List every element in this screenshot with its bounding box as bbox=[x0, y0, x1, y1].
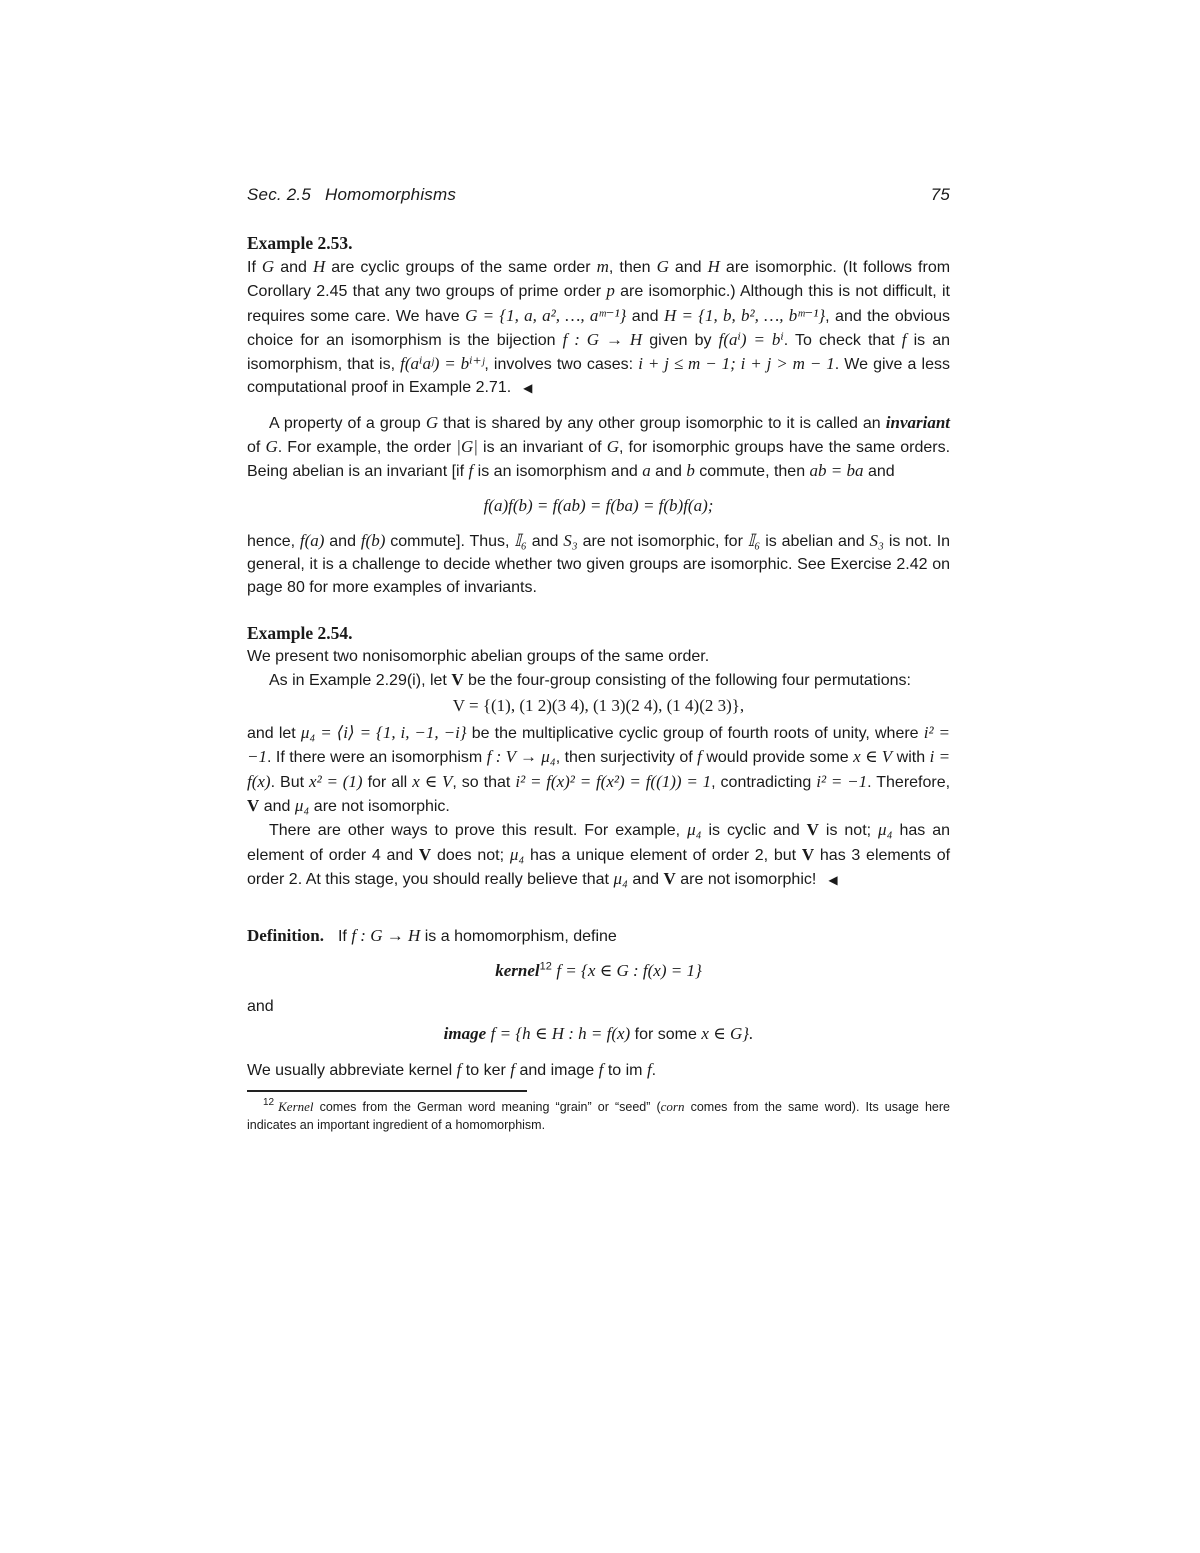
page bbox=[247, 180, 950, 1134]
section-number: Sec. 2.5 bbox=[247, 185, 311, 204]
header-left bbox=[247, 180, 456, 210]
example-2-54-paragraph-4: There are other ways to prove this result. For example, μ₄ is cyclic and V is not; μ₄ has an element of order 4 and V does not; μ₄ has a unique element of order 2, but V has 3 elements of order 2. At this stage, you should really believe that μ₄ and V are not isomorphic! ◀ bbox=[247, 820, 951, 888]
abbreviation-sentence: We usually abbreviate kernel f to ker f and image f to im f. bbox=[247, 1059, 657, 1079]
kernel-definition: kernel$^{12}$ f = {x ∈ G : f(x) = 1} bbox=[495, 960, 702, 980]
end-of-example-icon: ◀ bbox=[523, 381, 533, 396]
example-2-54-intro: We present two nonisomorphic abelian groups of the same order. bbox=[247, 647, 710, 665]
image-definition: image f = {h ∈ H : h = f(x) for some x ∈ G}. bbox=[443, 1023, 754, 1043]
section-title: Homomorphisms bbox=[324, 185, 457, 204]
example-2-54-heading: Example 2.54. bbox=[247, 622, 353, 643]
definition-and: and bbox=[247, 997, 274, 1015]
example-2-54-paragraph-3: and let μ₄ = ⟨i⟩ = {1, i, −1, −i} be the multiplicative cyclic group of fourth roots of unity, where i² = −1. If there were an isomorphism f : V → μ₄, then surjectivity of f would provide some x ∈ V with i = f(x). But x² = (1) for all x ∈ V, so that i² = f(x)² = f(x²) = f((1)) = 1, contradicting i² = −1. Therefore, V and μ₄ are not isomorphic. bbox=[247, 723, 951, 816]
page-number: 75 bbox=[930, 185, 950, 204]
end-of-example-icon: ◀ bbox=[828, 872, 838, 887]
definition-heading: Definition. bbox=[247, 926, 324, 946]
invariant-paragraph: A property of a group G that is shared by any other group isomorphic to it is called an invariant of G. For example, the order |G| is an invariant of G, for isomorphic groups have the same orders. Being abelian is an invariant [if f is an isomorphism and a and b commute, then ab = ba and bbox=[247, 412, 951, 481]
running-header bbox=[247, 180, 950, 210]
display-equation-four-group: V = {(1), (1 2)(3 4), (1 3)(2 4), (1 4)(2 3)}, bbox=[452, 696, 745, 716]
footnote-mark: 12 bbox=[263, 1097, 275, 1109]
example-2-53-paragraph: If G and H are cyclic groups of the same order m, then G and H are isomorphic. (It follows from Corollary 2.45 that any two groups of prime order p are isomorphic.) Although this is not difficult, it requires some care. We have G = {1, a, a², …, aᵐ⁻¹} and H = {1, b, b², …, bᵐ⁻¹}, and the obvious choice for an isomorphism is the bijection f : G → H given by f(aⁱ) = bⁱ. To check that f is an isomorphism, that is, f(aⁱaʲ) = bⁱ⁺ʲ, involves two cases: i + j ≤ m − 1; i + j > m − 1. We give a less computational proof in Example 2.71. ◀ bbox=[247, 257, 951, 397]
example-2-53-heading: Example 2.53. bbox=[247, 233, 353, 253]
hence-paragraph: hence, f(a) and f(b) commute]. Thus, 𝕀₆ and S₃ are not isomorphic, for 𝕀₆ is abelian and S₃ is not. In general, it is a challenge to decide whether two given groups are isomorphic. See Exercise 2.42 on page 80 for more examples of invariants. bbox=[247, 530, 951, 597]
definition-paragraph: Definition. If f : G → H is a homomorphism, define bbox=[247, 926, 617, 946]
term-invariant: invariant bbox=[885, 412, 951, 432]
display-equation-commute: f(a)f(b) = f(ab) = f(ba) = f(b)f(a); bbox=[483, 495, 714, 515]
footnote-rule bbox=[247, 1090, 527, 1092]
example-2-54-paragraph-2: As in Example 2.29(i), let V be the four-group consisting of the following four permutations: bbox=[269, 669, 911, 689]
footnote-12: $^{12}$ Kernel comes from the German word meaning “grain” or “seed” (corn comes from the same word). Its usage here indicates an important ingredient of a homomorphism. bbox=[247, 1097, 950, 1132]
